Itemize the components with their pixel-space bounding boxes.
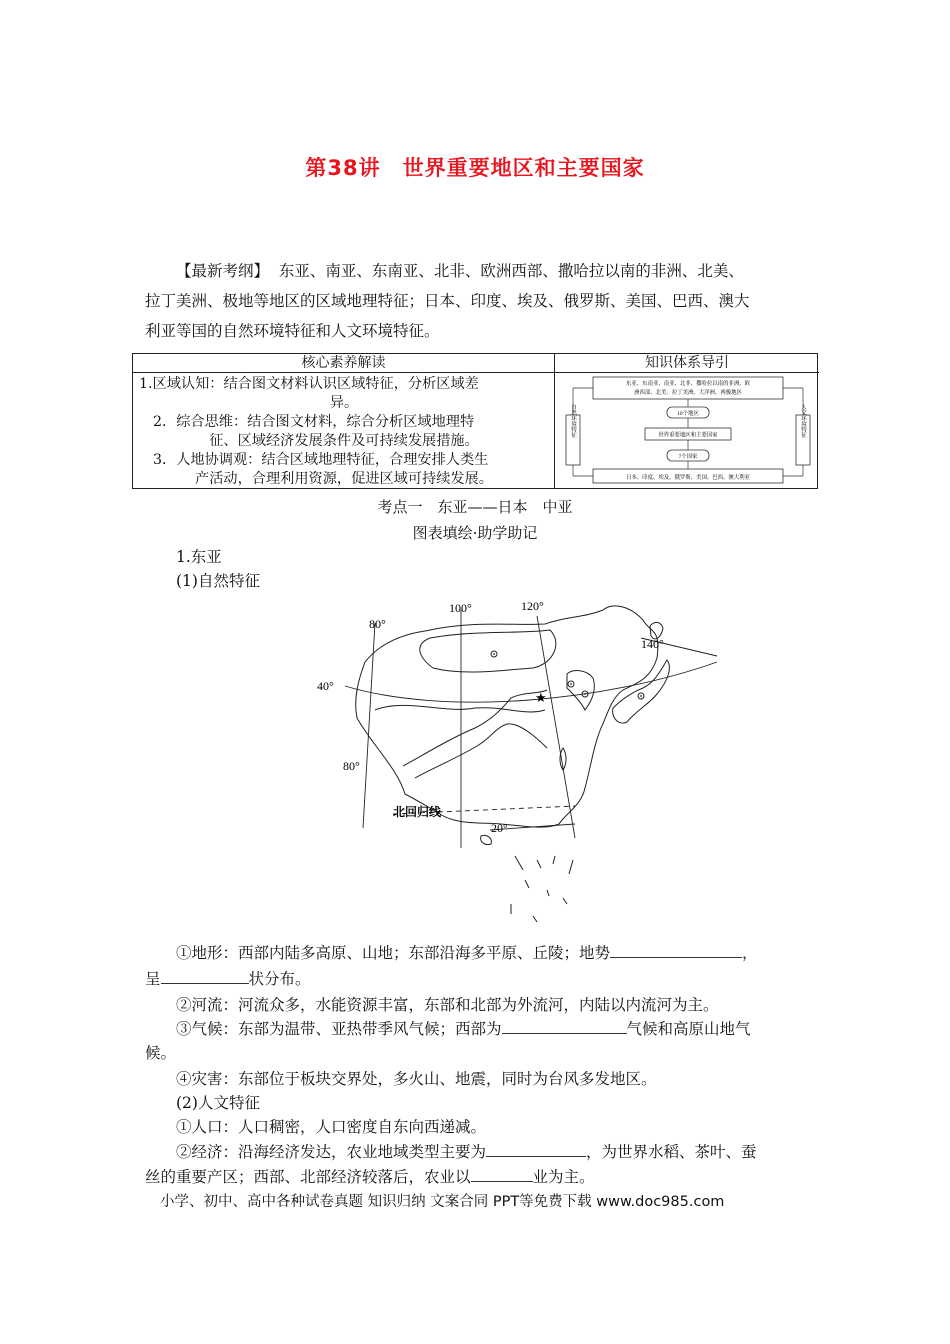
east-asia-map	[305, 598, 725, 933]
core-item-1-cont: 异。	[329, 395, 359, 411]
river-yangtze	[403, 690, 547, 766]
item-natural-features: (1)自然特征	[176, 572, 260, 590]
item-east-asia: 1.东亚	[176, 548, 222, 566]
table-header-rule	[133, 372, 819, 373]
terrain-line-2	[145, 966, 311, 992]
economy-line-2	[145, 1164, 595, 1190]
china-internal-border	[375, 705, 545, 712]
economy-text-b2: 业为主。	[532, 1168, 595, 1186]
core-item-3-cont: 产活动，合理利用资源，促进区域可持续发展。	[195, 471, 493, 487]
population-line: ①人口：人口稠密，人口密度自东向西递减。	[176, 1118, 487, 1136]
hazard-line: ④灾害：东部位于板块交界处，多火山、地震，同时为台风多发地区。	[176, 1070, 657, 1088]
syllabus-line3: 利亚等国的自然环境特征和人文环境特征。	[145, 322, 440, 340]
core-item-2: 2．综合思维：结合图文材料，综合分析区域地理特	[153, 414, 475, 430]
center-label: 世界重要地区和主要国家	[658, 432, 718, 439]
map-label-20: 20°	[491, 821, 508, 835]
economy-text-b1: 丝的重要产区；西部、北部经济较落后，农业以	[145, 1168, 471, 1186]
economy-blank-1[interactable]	[486, 1140, 586, 1157]
core-item-1: 1.区域认知：结合图文材料认识区域特征，分析区域差	[139, 376, 479, 392]
terrain-text-b1: 呈	[145, 970, 161, 988]
ten-regions-label: 10个地区	[677, 411, 699, 417]
hainan-outline	[481, 835, 492, 844]
terrain-text: ①地形：西部内陆多高原、山地；东部沿海多平原、丘陵；地势	[176, 944, 611, 962]
east-asia-outline	[356, 606, 658, 827]
map-label-80-top: 80°	[369, 617, 386, 631]
core-item-3: 3．人地协调观：结合区域地理特征，合理安排人类生	[153, 452, 489, 468]
natural-label: 自然环境特征	[570, 404, 576, 438]
climate-text-a: ③气候：东部为温带、亚热带季风气候；西部为	[176, 1020, 502, 1038]
subsection-title: 图表填绘·助学助记	[412, 524, 538, 542]
syllabus-label: 【最新考纲】	[176, 262, 270, 280]
syllabus-text: 东亚、南亚、东南亚、北非、欧洲西部、撒哈拉以南的非洲、北美、	[278, 262, 744, 280]
knowledge-diagram	[563, 375, 813, 487]
seven-countries-label: 7个国家	[678, 454, 698, 460]
table-header-left: 核心素养解读	[301, 355, 386, 371]
table-header-right: 知识体系导引	[645, 355, 729, 371]
economy-text-a2: ，为世界水稻、茶叶、蚕	[586, 1143, 757, 1161]
syllabus-line2: 拉丁美洲、极地等地区的区域地理特征；日本、印度、埃及、俄罗斯、美国、巴西、澳大	[145, 292, 750, 310]
terrain-blank-1[interactable]	[610, 941, 742, 958]
economy-line	[176, 1139, 757, 1165]
river-line: ②河流：河流众多，水能资源丰富，东部和北部为外流河，内陆以内流河为主。	[176, 996, 719, 1014]
terrain-comma: ，	[742, 944, 758, 962]
mongolia-outline	[420, 630, 556, 672]
footer-banner: 小学、初中、高中各种试卷真题 知识归纳 文案合同 PPT等免费下载 www.doc985.com	[160, 1194, 725, 1210]
terrain-blank-2[interactable]	[161, 967, 249, 984]
economy-blank-2[interactable]	[471, 1165, 533, 1182]
korea-outline	[567, 671, 594, 710]
core-table	[132, 353, 818, 489]
page-title: 第38讲 世界重要地区和主要国家	[305, 156, 645, 180]
climate-line-2: 候。	[145, 1044, 177, 1062]
map-label-140: 140°	[641, 637, 664, 651]
economy-text-a1: ②经济：沿海经济发达，农业地域类型主要为	[176, 1143, 487, 1161]
river-yellow	[415, 724, 547, 778]
map-label-80-bottom: 80°	[343, 759, 360, 773]
map-label-100: 100°	[449, 601, 472, 615]
meridian-120	[537, 616, 575, 838]
section-title: 考点一 东亚——日本 中亚	[377, 498, 573, 516]
human-label: 人文环境特征	[800, 404, 806, 438]
countries-text: 日本、印度、埃及、俄罗斯、美国、巴西、澳大利亚	[626, 475, 750, 481]
climate-text-a2: 气候和高原山地气	[626, 1020, 751, 1038]
core-literacy	[139, 375, 549, 489]
meridian-80	[363, 623, 375, 828]
map-label-40: 40°	[317, 679, 334, 693]
core-item-2-cont: 征、区域经济发展条件及可持续发展措施。	[209, 433, 479, 449]
capital-beijing-icon: ★	[535, 690, 547, 705]
syllabus	[145, 256, 805, 346]
regions-text-b: 洲西部、北美、拉丁美洲、大洋洲、两极地区	[634, 390, 742, 396]
map-label-120: 120°	[521, 599, 544, 613]
south-sea-islands	[511, 856, 573, 922]
terrain-line	[176, 940, 758, 966]
regions-text-a: 东亚、东南亚、南亚、北非、撒哈拉以南的非洲、欧	[626, 381, 750, 387]
table-divider	[554, 354, 555, 489]
climate-blank[interactable]	[502, 1017, 627, 1034]
terrain-text-b2: 状分布。	[248, 970, 311, 988]
item-human-features: (2)人文特征	[176, 1094, 260, 1112]
map-label-tropic: 北回归线	[393, 805, 442, 819]
climate-line	[176, 1016, 751, 1042]
